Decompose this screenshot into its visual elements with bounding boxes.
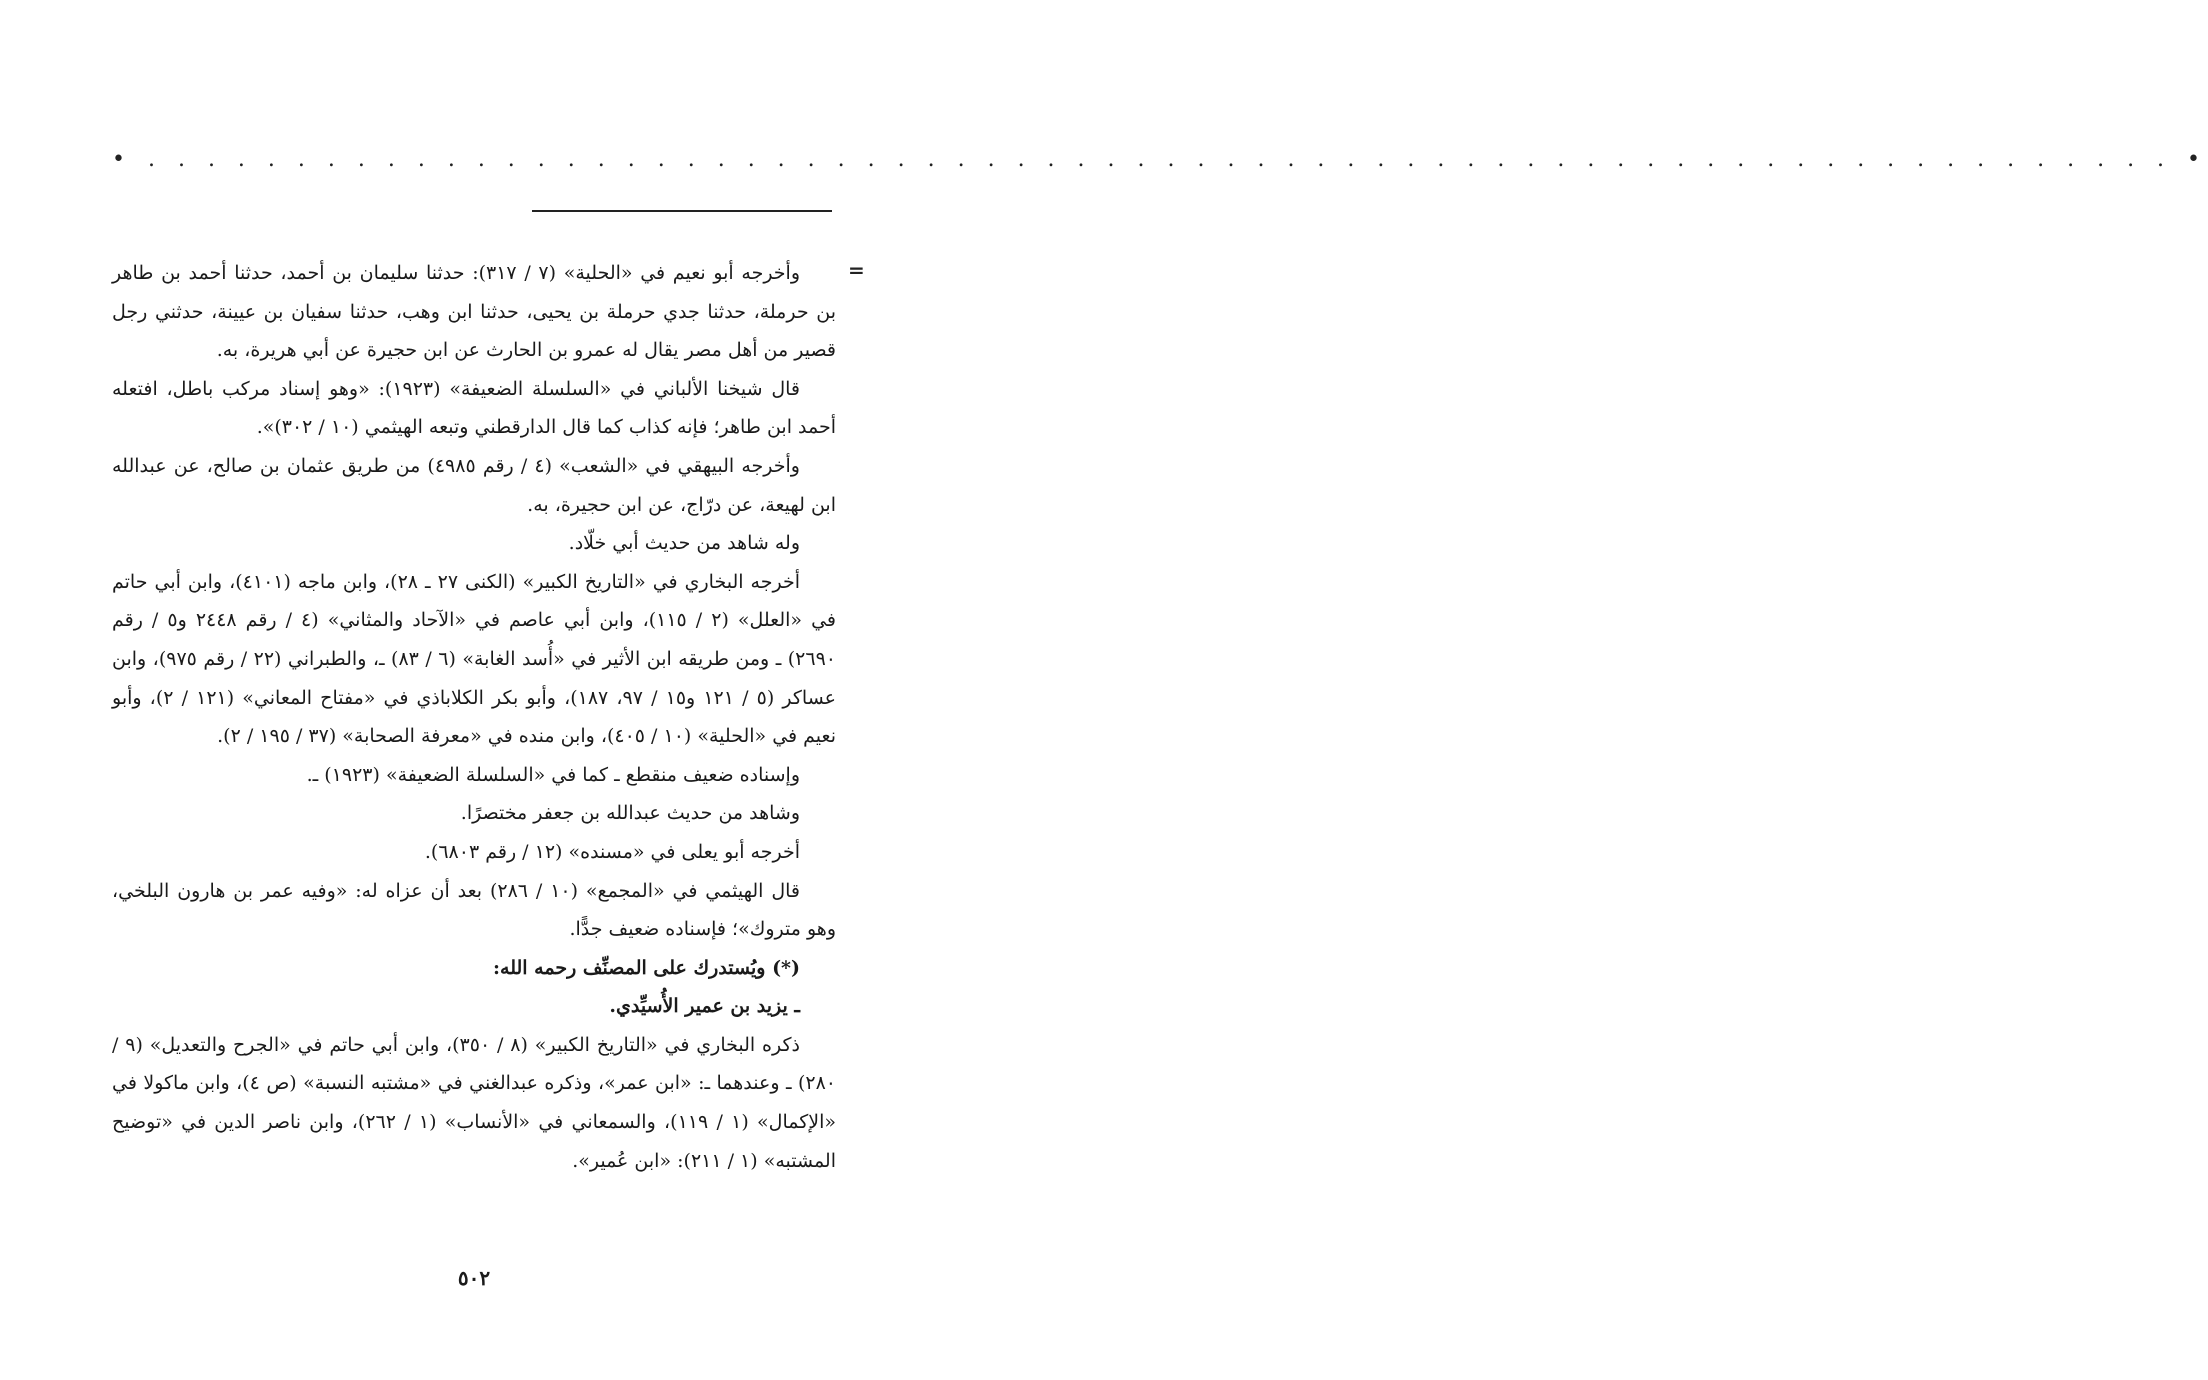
continuation-mark: = (848, 258, 865, 282)
paragraph-shahid-jafar: وشاهد من حديث عبدالله بن جعفر مختصرًا. (460, 802, 800, 825)
header-dotted-line: • . . . . . . . . . . . . . . . . . . . . . . . . . . . . . . . . . . . . . . . . . . . . . . . . . . . . . . . . . . . . . . . . . . . . • (112, 147, 2208, 172)
paragraph-albani-quote: قال شيخنا الألباني في «السلسلة الضعيفة» (١٩٢٣): «وهو إسناد مركب باطل، افتعله أحمد ابن طاهر؛ فإنه كذاب كما قال الدارقطني وتبعه الهيثمي (١٠ / ٣٠٢)». (112, 377, 836, 439)
paragraph-istidrak: (*) ويُستدرك على المصنِّف رحمه الله: (493, 956, 800, 979)
paragraph-haythami: قال الهيثمي في «المجمع» (١٠ / ٢٨٦) بعد أن عزاه له: «وفيه عمر بن هارون البلخي، وهو متروك»؛ فإسناده ضعيف جدًّا. (112, 879, 836, 941)
footnote-body (112, 254, 836, 1180)
paragraph-yazid-heading: ـ يزيد بن عمير الأُسيِّدي. (609, 995, 800, 1018)
paragraph-yazid-sources: ذكره البخاري في «التاريخ الكبير» (٨ / ٣٥٠)، وابن أبي حاتم في «الجرح والتعديل» (٩ / ٢٨٠) ـ وعندهما ـ: «ابن عمر»، وذكره عبدالغني في «مشتبه النسبة» (ص ٤)، وابن ماكولا في «الإكمال» (١ / ١١٩)، والسمعاني في «الأنساب» (١ / ٢٦٢)، وابن ناصر الدين في «توضيح المشتبه» (١ / ٢١١): «ابن عُمير». (112, 1033, 837, 1172)
paragraph-bukhari-takhrij: أخرجه البخاري في «التاريخ الكبير» (الكنى ٢٧ ـ ٢٨)، وابن ماجه (٤١٠١)، وابن أبي حاتم في «العلل» (٢ / ١١٥)، وابن أبي عاصم في «الآحاد والمثاني» (٤ / رقم ٢٤٤٨ و٥ / رقم ٢٦٩٠) ـ ومن طريقه ابن الأثير في «أُسد الغابة» (٦ / ٨٣) ـ، والطبراني (٢٢ / رقم ٩٧٥)، وابن عساكر (٥ / ١٢١ و١٥ / ٩٧، ١٨٧)، وأبو بكر الكلاباذي في «مفتاح المعاني» (١٢١ / ٢)، وأبو نعيم في «الحلية» (١٠ / ٤٠٥)، وابن منده في «معرفة الصحابة» (٣٧ / ١٩٥ / ٢). (112, 570, 837, 748)
paragraph-abu-nuaym: وأخرجه أبو نعيم في «الحلية» (٧ / ٣١٧): حدثنا سليمان بن أحمد، حدثنا أحمد بن طاهر بن حرملة، حدثنا جدي حرملة بن يحيى، حدثنا ابن وهب، حدثنا سفيان بن عيينة، حدثني رجل قصير من أهل مصر يقال له عمرو بن الحارث عن ابن حجيرة عن أبي هريرة، به. (112, 262, 836, 362)
paragraph-abu-yala: أخرجه أبو يعلى في «مسنده» (١٢ / رقم ٦٨٠٣). (424, 840, 800, 863)
paragraph-isnad-daif: وإسناده ضعيف منقطع ـ كما في «السلسلة الضعيفة» (١٩٢٣) ـ. (306, 763, 800, 786)
header-rule (532, 210, 832, 212)
page-number: ٥٠٢ (457, 1266, 491, 1290)
paragraph-bayhaqi: وأخرجه البيهقي في «الشعب» (٤ / رقم ٤٩٨٥) من طريق عثمان بن صالح، عن عبدالله ابن لهيعة، عن درّاج، عن ابن حجيرة، به. (112, 454, 836, 516)
paragraph-shahid-abu-khallad: وله شاهد من حديث أبي خلّاد. (568, 532, 800, 555)
